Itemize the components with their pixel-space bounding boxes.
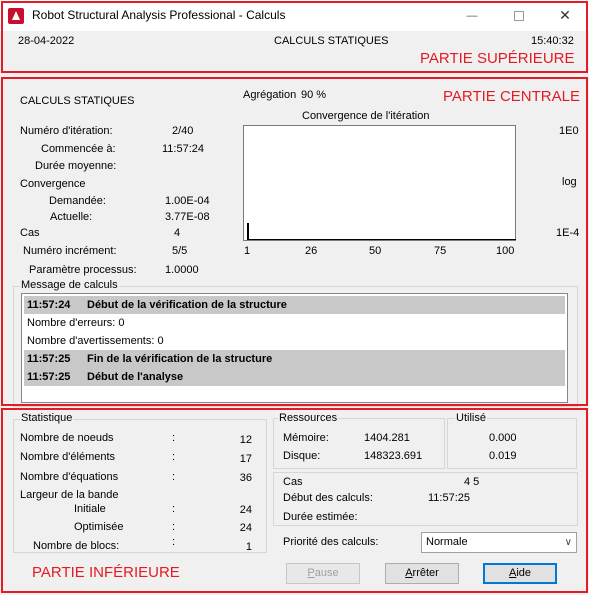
initial-value: 24 xyxy=(239,504,252,516)
requested-label: Demandée: xyxy=(49,195,106,207)
x-tick-label: 1 xyxy=(244,245,251,257)
process-param-label: Paramètre processus: xyxy=(29,264,137,276)
annotation-middle: PARTIE CENTRALE xyxy=(443,88,580,105)
current-value: 3.77E-08 xyxy=(165,211,210,223)
elements-colon: : xyxy=(172,451,176,463)
memory-value: 1404.281 xyxy=(364,432,410,444)
title-bar xyxy=(0,0,589,31)
increment-label: Numéro incrément: xyxy=(23,245,117,257)
robot-app-icon xyxy=(8,8,24,24)
optimized-label: Optimisée xyxy=(74,521,124,533)
close-button[interactable] xyxy=(542,0,588,31)
message-row[interactable]: Nombre d'avertissements: 0 xyxy=(27,335,164,347)
message-row[interactable]: 11:57:25 Fin de la vérification de la structure xyxy=(24,350,565,368)
elements-value: 17 xyxy=(239,453,252,465)
stop-button[interactable]: Arrêter xyxy=(385,563,459,584)
convergence-label: Convergence xyxy=(20,178,86,190)
blocks-label: Nombre de blocs: xyxy=(33,540,120,552)
maximize-button[interactable] xyxy=(496,0,542,31)
messages-list[interactable] xyxy=(21,293,568,403)
aggregation-value: 90 % xyxy=(301,89,327,101)
help-button[interactable]: Aide xyxy=(483,563,557,584)
chevron-down-icon: ∨ xyxy=(564,537,572,548)
y-axis-scale-label: log xyxy=(562,176,577,188)
disk-value: 148323.691 xyxy=(364,450,423,462)
statistics-title: Statistique xyxy=(21,412,73,424)
disk-label: Disque: xyxy=(283,450,321,462)
annotation-bottom: PARTIE INFÉRIEURE xyxy=(32,564,180,581)
run-estimated-label: Durée estimée: xyxy=(283,511,358,523)
blocks-colon: : xyxy=(172,536,176,548)
blocks-value: 1 xyxy=(245,541,252,553)
equations-colon: : xyxy=(172,471,176,483)
run-start-label: Début des calculs: xyxy=(283,492,373,504)
iteration-value: 2/40 xyxy=(172,125,194,137)
chart-title: Convergence de l'itération xyxy=(302,110,430,122)
convergence-plot-area xyxy=(243,125,516,241)
x-tick-label: 50 xyxy=(369,245,382,257)
current-label: Actuelle: xyxy=(50,211,93,223)
resources-title: Ressources xyxy=(279,412,338,424)
central-section-title: CALCULS STATIQUES xyxy=(20,95,135,107)
x-tick-label: 26 xyxy=(305,245,318,257)
message-row[interactable]: 11:57:24 Début de la vérification de la structure xyxy=(24,296,565,314)
disk-used: 0.019 xyxy=(489,450,517,462)
requested-value: 1.00E-04 xyxy=(165,195,210,207)
nodes-value: 12 xyxy=(239,434,252,446)
messages-label: Message de calculs xyxy=(21,279,118,291)
memory-label: Mémoire: xyxy=(283,432,329,444)
increment-value: 5/5 xyxy=(172,245,188,257)
case-value: 4 xyxy=(174,227,181,239)
nodes-label: Nombre de noeuds xyxy=(20,432,114,444)
message-row[interactable]: 11:57:25 Début de l'analyse xyxy=(24,368,565,386)
header-title: CALCULS STATIQUES xyxy=(274,35,389,47)
run-start-value: 11:57:25 xyxy=(428,492,471,504)
y-axis-top-label: 1E0 xyxy=(559,125,579,137)
window-title: Robot Structural Analysis Professional - Calculs xyxy=(32,8,286,22)
header-time: 15:40:32 xyxy=(531,35,574,47)
x-tick-label: 75 xyxy=(434,245,447,257)
minimize-icon: — xyxy=(466,9,478,22)
initial-label: Initiale xyxy=(74,503,106,515)
maximize-icon xyxy=(514,11,524,21)
run-case-label: Cas xyxy=(283,476,303,488)
x-tick-label: 100 xyxy=(496,245,515,257)
annotation-top: PARTIE SUPÉRIEURE xyxy=(420,50,575,67)
priority-label: Priorité des calculs: xyxy=(283,536,379,548)
elements-label: Nombre d'éléments xyxy=(20,451,116,463)
convergence-series-line xyxy=(248,239,516,240)
message-row[interactable]: Nombre d'erreurs: 0 xyxy=(27,317,125,329)
convergence-series-spike xyxy=(247,223,249,240)
bandwidth-label: Largeur de la bande xyxy=(20,489,119,501)
header-date: 28-04-2022 xyxy=(18,35,75,47)
optimized-value: 24 xyxy=(239,522,252,534)
process-param-value: 1.0000 xyxy=(165,264,199,276)
started-value: 11:57:24 xyxy=(162,143,205,155)
run-case-value: 4 5 xyxy=(464,476,480,488)
equations-value: 36 xyxy=(239,472,252,484)
close-icon: ✕ xyxy=(559,7,571,23)
aggregation-label: Agrégation xyxy=(243,89,297,101)
avg-duration-label: Durée moyenne: xyxy=(35,160,117,172)
y-axis-bottom-label: 1E-4 xyxy=(556,227,580,239)
optimized-colon: : xyxy=(172,521,176,533)
priority-selected-value: Normale xyxy=(426,536,468,548)
priority-dropdown[interactable] xyxy=(421,532,577,553)
memory-used: 0.000 xyxy=(489,432,517,444)
case-label: Cas xyxy=(20,227,40,239)
minimize-button[interactable] xyxy=(449,0,495,31)
initial-colon: : xyxy=(172,503,176,515)
nodes-colon: : xyxy=(172,432,176,444)
iteration-label: Numéro d'itération: xyxy=(20,125,113,137)
used-title: Utilisé xyxy=(456,412,486,424)
equations-label: Nombre d'équations xyxy=(20,471,119,483)
pause-button[interactable]: Pause xyxy=(286,563,360,584)
started-label: Commencée à: xyxy=(41,143,116,155)
